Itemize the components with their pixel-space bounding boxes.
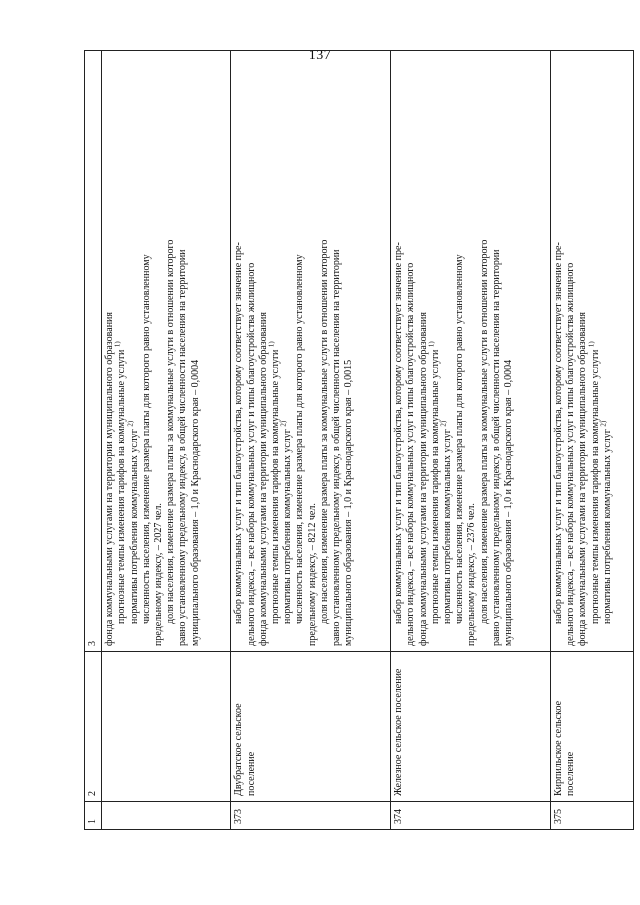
footnote-marker: 1) xyxy=(267,341,276,348)
description-line xyxy=(279,56,294,646)
table-row xyxy=(231,51,391,830)
description-line xyxy=(331,56,343,646)
table-header-row xyxy=(85,51,102,830)
table-row xyxy=(102,51,231,830)
footnote-marker: 1) xyxy=(114,341,123,348)
description-line-text: прогнозные темпы изменения тарифов на коммунальные услуги xyxy=(429,349,441,624)
description-line-text: нормативы потребления коммунальных услуг xyxy=(128,429,140,624)
description-line xyxy=(307,56,319,646)
description-line-text: численность населения, изменение размера платы для которого равно установленному xyxy=(140,254,152,624)
description-line xyxy=(126,56,141,646)
description-line xyxy=(319,56,331,646)
description-line-text: доля населения, изменение размера платы за коммунальные услуги в отношении которого xyxy=(318,239,330,624)
description-line-text: численность населения, изменение размера платы для которого равно установленному xyxy=(294,254,306,624)
description-line xyxy=(553,56,565,646)
description-line xyxy=(153,56,165,646)
description-line-text: предельному индексу, – 2027 чел. xyxy=(153,503,165,646)
description-line-text: доля населения, изменение размера платы за коммунальные услуги в отношении которого xyxy=(478,239,490,624)
footnote-marker: 2) xyxy=(599,420,608,427)
settlement-name: Двубратское сельское поселение xyxy=(231,652,391,802)
description-line-text: прогнозные темпы изменения тарифов на коммунальные услуги xyxy=(269,349,281,624)
column-header-description: 3 xyxy=(85,51,102,652)
table-row xyxy=(550,51,633,830)
settlement-name: Кирпильское сельское поселение xyxy=(550,652,633,802)
description-line xyxy=(599,56,614,646)
description-line xyxy=(141,56,153,646)
description-cell xyxy=(391,51,551,652)
description-line-text: нормативы потребления коммунальных услуг xyxy=(441,429,453,624)
description-line xyxy=(454,56,466,646)
description-line xyxy=(165,56,177,646)
description-line-text: фонда коммунальными услугами на территории муниципального образования xyxy=(417,311,429,646)
description-line xyxy=(177,56,189,646)
description-line xyxy=(393,56,405,646)
description-line-text: муниципального образования – 1,0 и Краснодарского края – 0,0015 xyxy=(343,359,355,646)
description-line-text: предельному индексу, – 2376 чел. xyxy=(466,503,478,646)
description-line xyxy=(587,56,602,646)
description-line-text: нормативы потребления коммунальных услуг xyxy=(601,429,613,624)
row-number xyxy=(102,802,231,830)
row-number: 375 xyxy=(550,802,633,830)
description-line xyxy=(466,56,478,646)
description-cell xyxy=(102,51,231,652)
description-line-text: равно установленному предельному индексу, в общей численности населения на территории xyxy=(177,249,189,646)
table-body xyxy=(102,51,634,830)
description-line xyxy=(439,56,454,646)
description-line-text: фонда коммунальными услугами на территории муниципального образования xyxy=(104,311,116,646)
description-line-text: дельного индекса, – все наборы коммунальных услуг и типы благоустройства жилищного xyxy=(565,262,577,646)
description-line xyxy=(405,56,417,646)
description-line-text: доля населения, изменение размера платы за коммунальные услуги в отношении которого xyxy=(165,239,177,624)
description-line-text: дельного индекса, – все наборы коммунальных услуг и типы благоустройства жилищного xyxy=(245,262,257,646)
description-line xyxy=(267,56,282,646)
description-line-text: нормативы потребления коммунальных услуг xyxy=(282,429,294,624)
footnote-marker: 2) xyxy=(279,420,288,427)
description-line xyxy=(246,56,258,646)
description-line-text: муниципального образования – 1,0 и Краснодарского края – 0,0004 xyxy=(189,359,201,646)
description-line-text: набор коммунальных услуг и тип благоустройства, которому соответствует значение пре- xyxy=(552,242,564,624)
description-line xyxy=(503,56,515,646)
description-line-text: набор коммунальных услуг и тип благоустройства, которому соответствует значение пре- xyxy=(233,242,245,624)
footnote-marker: 2) xyxy=(439,420,448,427)
description-line xyxy=(294,56,306,646)
description-line xyxy=(258,56,270,646)
description-line-text: фонда коммунальными услугами на территории муниципального образования xyxy=(257,311,269,646)
description-line xyxy=(577,56,589,646)
description-line xyxy=(418,56,430,646)
footnote-marker: 1) xyxy=(587,341,596,348)
description-line xyxy=(565,56,577,646)
tariff-table xyxy=(84,50,634,830)
description-line-text: набор коммунальных услуг и тип благоустройства, которому соответствует значение пре- xyxy=(393,242,405,624)
description-line-text: дельного индекса, – все наборы коммунальных услуг и типы благоустройства жилищного xyxy=(405,262,417,646)
description-cell xyxy=(231,51,391,652)
description-line-text: прогнозные темпы изменения тарифов на коммунальные услуги xyxy=(589,349,601,624)
row-number: 374 xyxy=(391,802,551,830)
settlement-name: Железное сельское поселение xyxy=(391,652,551,802)
description-line-text: равно установленному предельному индексу, в общей численности населения на территории xyxy=(330,249,342,646)
description-line-text: численность населения, изменение размера платы для которого равно установленному xyxy=(454,254,466,624)
description-line xyxy=(343,56,355,646)
column-header-name: 2 xyxy=(85,652,102,802)
description-line xyxy=(116,56,128,646)
rotated-table-wrapper xyxy=(84,50,634,830)
description-line xyxy=(233,56,245,646)
settlement-name xyxy=(102,652,231,802)
description-line-text: фонда коммунальными услугами на территории муниципального образования xyxy=(577,311,589,646)
page-number: 137 xyxy=(308,48,332,63)
description-line xyxy=(479,56,491,646)
description-line xyxy=(104,56,116,646)
row-number: 373 xyxy=(231,802,391,830)
description-line xyxy=(427,56,442,646)
description-cell xyxy=(550,51,633,652)
description-line-text: равно установленному предельному индексу, в общей численности населения на территории xyxy=(490,249,502,646)
description-line xyxy=(491,56,503,646)
column-header-number: 1 xyxy=(85,802,102,830)
footnote-marker: 1) xyxy=(427,341,436,348)
description-line-text: муниципального образования – 1,0 и Краснодарского края – 0,0004 xyxy=(502,359,514,646)
description-line-text: предельному индексу, – 8212 чел. xyxy=(306,503,318,646)
description-line-text: прогнозные темпы изменения тарифов на коммунальные услуги xyxy=(116,349,128,624)
description-line xyxy=(190,56,202,646)
footnote-marker: 2) xyxy=(126,420,135,427)
table-row xyxy=(391,51,551,830)
